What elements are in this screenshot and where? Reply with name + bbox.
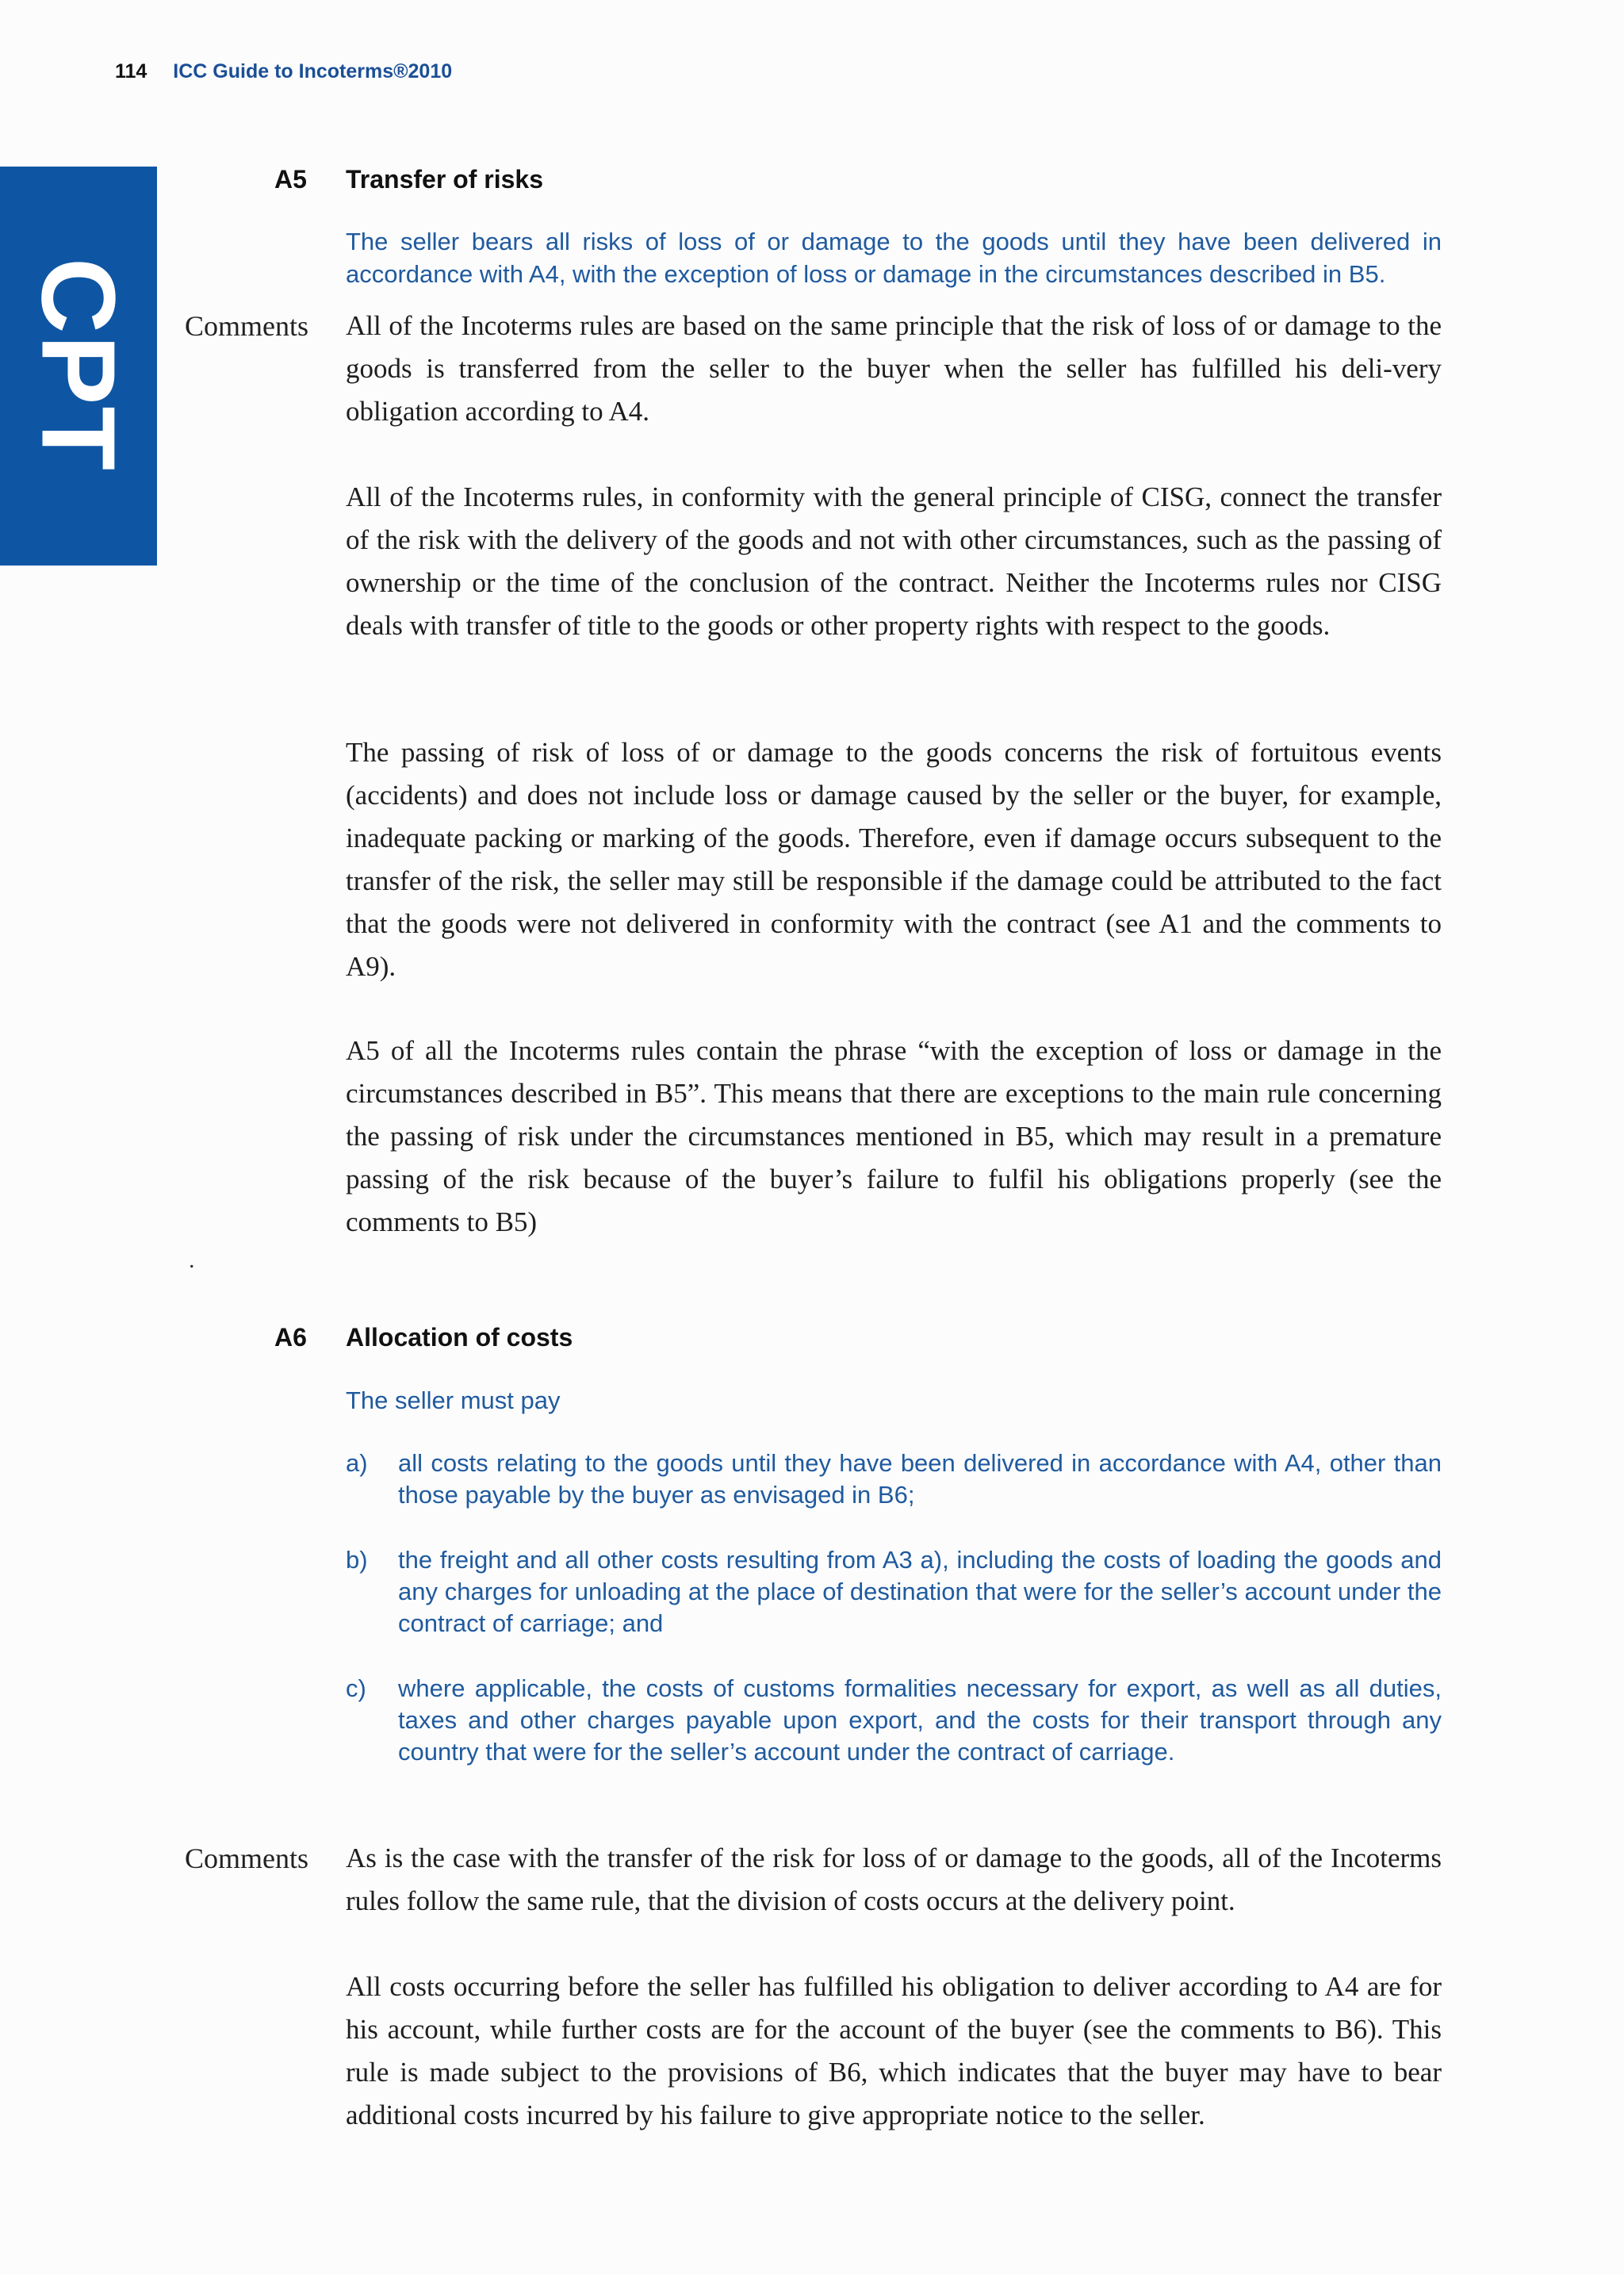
section-title-a5: Transfer of risks xyxy=(346,165,543,194)
a6-list-item xyxy=(346,1448,1442,1511)
list-item-text: the freight and all other costs resulting from A3 a), including the costs of loading the goods and any charges for unloading at the place of destination that were for the seller’s account under the contract of carriage; and xyxy=(398,1546,1442,1637)
a5-paragraph: The passing of risk of loss of or damage to the goods concerns the risk of fortuitous events (accidents) and does not include loss or damage caused by the seller or the buyer, for example, inadequate packing or marking of the goods. Therefore, even if damage occurs subsequent to the transfer of the risk, the seller may still be responsible if the damage could be attributed to the fact that the goods were not delivered in conformity with the contract (see A1 and the comments to A9). xyxy=(346,737,1442,982)
a5-rule-text: The seller bears all risks of loss of or damage to the goods until they have been delivered in accordance with A4, with the exception of loss or damage in the circumstances described in B5. xyxy=(346,228,1442,288)
a6-list-item xyxy=(346,1673,1442,1768)
cpt-side-tab xyxy=(0,167,157,566)
list-item-text: where applicable, the costs of customs formalities necessary for export, as well as all duties, taxes and other charges payable upon export, and the costs for their transport through any country that were for the seller’s account under the contract of carriage. xyxy=(398,1674,1442,1766)
a5-paragraph: A5 of all the Incoterms rules contain the phrase “with the exception of loss or damage in the circumstances described in B5”. This means that there are exceptions to the main rule concerning the passing of risk under the circumstances mentioned in B5, which may result in a premature passing of the risk because of the buyer’s failure to fulfil his obligations properly (see the comments to B5) xyxy=(346,1035,1442,1237)
a6-paragraph: As is the case with the transfer of the risk for loss of or damage to the goods, all of the Incoterms rules follow the same rule, that the division of costs occurs at the delivery point. xyxy=(346,1843,1442,1916)
side-tab-label: CPT xyxy=(20,258,137,472)
a6-comments-label: Comments xyxy=(185,1843,309,1874)
list-marker: c) xyxy=(346,1674,366,1702)
section-title-a6: Allocation of costs xyxy=(346,1323,573,1352)
page-number: 114 xyxy=(115,60,147,82)
stray-mark: . xyxy=(189,1247,195,1273)
list-marker: b) xyxy=(346,1546,368,1574)
section-code-a5: A5 xyxy=(274,165,307,194)
a6-paragraph: All costs occurring before the seller has fulfilled his obligation to deliver according to A4 are for his account, while further costs are for the account of the buyer (see the comments to B6). This rule is made subject to the provisions of B6, which indicates that the buyer may have to bear additional costs incurred by his failure to give appropriate notice to the seller. xyxy=(346,1971,1442,2130)
section-code-a6: A6 xyxy=(274,1323,307,1352)
list-item-text: all costs relating to the goods until they have been delivered in accordance with A4, other than those payable by the buyer as envisaged in B6; xyxy=(398,1449,1442,1509)
a5-comments-label: Comments xyxy=(185,310,309,342)
a6-intro-text: The seller must pay xyxy=(346,1386,561,1414)
running-head xyxy=(115,60,452,83)
a5-paragraph: All of the Incoterms rules, in conformity with the general principle of CISG, connect the transfer of the risk with the delivery of the goods and not with other circumstances, such as the passing of ownership or the time of the conclusion of the contract. Neither the Incoterms rules nor CISG deals with transfer of title to the goods or other property rights with respect to the goods. xyxy=(346,481,1442,641)
book-title: ICC Guide to Incoterms®2010 xyxy=(173,60,453,82)
a6-list-item xyxy=(346,1544,1442,1639)
a5-paragraph: All of the Incoterms rules are based on the same principle that the risk of loss of or damage to the goods is transferred from the seller to the buyer when the seller has fulfilled his deli-very obligation according to A4. xyxy=(346,310,1442,427)
list-marker: a) xyxy=(346,1449,368,1477)
